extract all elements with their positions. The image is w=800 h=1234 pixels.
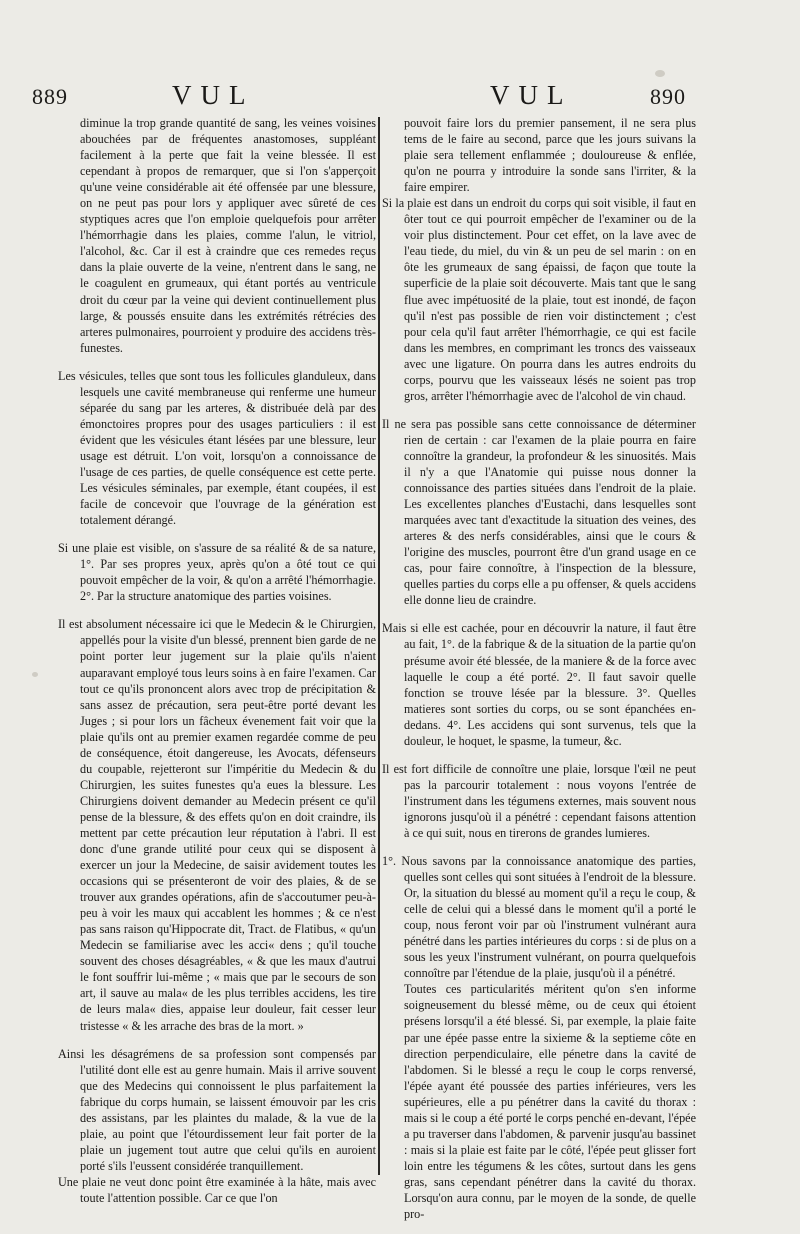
left-column <box>58 115 376 1218</box>
paragraph: Il ne sera pas possible sans cette connoissance de déterminer rien de certain : car l'examen de la plaie pourra en faire connoître la grandeur, la profondeur & les sinuosités. Mais il n'y a que l'Anatomie qui puisse nous donner la connoissance des parties situées dans l'endroit de la plaie. Les excellentes planches d'Eustachi, dans lesquelles sont marquées avec tant d'exactitude la situation des veines, des arteres & des nerfs considérables, ainsi que le cours & l'origine des muscles, pourront être d'un grand usage en ce cas, pour faire connoître, à l'inspection de la blessure, quelles parties du corps elle a pu offenser, & quels accidens elle donne lieu de craindre. <box>382 416 696 608</box>
page-header <box>0 80 800 116</box>
paragraph: Il est fort difficile de connoître une plaie, lorsque l'œil ne peut pas la parcourir totalement : nous voyons l'entrée de l'instrument dans les tégumens externes, mais souvent nous ignorons jusqu'où il a pénétré : cependant faisons attention à ce qui suit, nous en tirerons de grandes lumieres. <box>382 761 696 840</box>
paragraph: Ainsi les désagrémens de sa profession sont compensés par l'utilité dont elle est au genre humain. Mais il arrive souvent que des Medecins qui connoissent le plus parfaitement la fabrique du corps humain, se laissent émouvoir par les cris des assistans, par les plaintes du malade, & la vue de la plaie, au point que l'étourdissement leur fait porter de la plaie un jugement tout autre que celui qu'ils en auroient porté s'ils l'eussent considérée tranquillement. <box>58 1046 376 1173</box>
paragraph: Mais si elle est cachée, pour en découvrir la nature, il faut être au fait, 1°. de la fabrique & de la situation de la partie qu'on présume avoir été blessée, de la maniere & de la force avec laquelle le coup a été porté. 2°. Il faut savoir quelle fonction se trouve lésée par la blessure. 3°. Quelles matieres sont sorties du corps, ou se sont épanchées en-dedans. 4°. Les accidens qui sont survenus, tels que la douleur, le hoquet, le spasme, la tumeur, &c. <box>382 621 696 748</box>
paper-spot <box>655 70 665 77</box>
paragraph: Il est absolument nécessaire ici que le Medecin & le Chirurgien, appellés pour la visite d'un blessé, prennent bien garde de ne point porter leur jugement sur la plaie qu'ils n'aient auparavant employé tous leurs soins à en faire l'examen. Car tout ce qu'ils prononcent alors avec trop de précipitation & sans assez de précaution, sera peut-être porté devant les Juges ; si pour lors un fâcheux évenement fait voir que la plaie qu'ils ont au premier examen regardée comme de peu de conséquence, étoit dangereuse, les Avocats, défenseurs du coupable, rejetteront sur l'impéritie du Medecin & du Chirurgien, les suites funestes qu'a eues la blessure. Les Chirurgiens doivent demander au Medecin présent ce qu'il pense de la blessure, & des effets qu'on en doit craindre, ils mettent par cette précaution leur réputation à l'abri. Il est donc d'une grande utilité pour ceux qui se disposent à exercer un jour la Medecine, de saisir avidement toutes les occasions qui se présenteront de voir des plaies, & de se trouver aux grandes opérations, afin de s'accoutumer peu-à-peu à voir les maux qui accablent les hommes ; & ce n'est pas sans raison qu'Hippocrate dit, Tract. de Flatibus, « qu'un Medecin se familiarise avec les acci« dens ; qu'il touche souvent des choses désagréables, « & que les maux d'autrui le font souffrir lui-même ; « mais que par le secours de son art, il sauve au mala« de les plus terribles accidens, les tire de leurs mala« dies, appaise leur douleur, fait cesser leur tristesse « & les arrache des bras de la mort. » <box>58 617 376 1033</box>
paragraph: Si une plaie est visible, on s'assure de sa réalité & de sa nature, 1°. Par ses propres yeux, après qu'on a ôté tout ce qui pouvoit empêcher de la voir, & qu'on a arrêté l'hémorrhagie. 2°. Par la structure anatomique des parties voisines. <box>58 541 376 604</box>
paragraph: Toutes ces particularités méritent qu'on s'en informe soigneusement du blessé même, ou de ceux qui étoient présens lorsqu'il a été blessé. Si, par exemple, la plaie faite par une épée passe entre la sixieme & la septieme côte en direction perpendiculaire, elle pénetre dans la cavité de l'abdomen. Si le blessé a reçu le coup le corps renversé, l'épée ayant été poussée des parties inférieures, vers les supérieures, elle a pu pénétrer dans la cavité du thorax : mais si le coup a été porté le corps penché en-devant, l'épée a pu traverser dans l'abdomen, & parvenir jusqu'au bassinet : mais si la plaie est faite par le côté, l'épée peut glisser fort loin entre les tégumens & les côtes, surtout dans les gens gras, sans cependant pénétrer dans la cavité du thorax. Lorsqu'on aura connu, par le moyen de la sonde, de quelle pro- <box>404 982 696 1222</box>
paper-spot <box>32 672 38 677</box>
paragraph: Une plaie ne veut donc point être examinée à la hâte, mais avec toute l'attention possible. Car ce que l'on <box>58 1174 376 1205</box>
column-divider <box>378 117 380 1175</box>
left-page-number: 889 <box>32 84 68 109</box>
paragraph: Si la plaie est dans un endroit du corps qui soit visible, il faut en ôter tout ce qui pourroit empêcher de l'examiner ou de la voir plus distinctement. Pour cet effet, on la lave avec de l'eau tiede, du miel, du vin & un peu de sel marin : on en ôte les grumeaux de sang épaissi, de façon que toute la superficie de la plaie soit découverte. Mais tant que le sang flue avec impétuosité de la plaie, tout est inondé, de façon qu'il n'est pas possible de rien voir distinctement ; c'est pour cela qu'il faut arrêter l'hémorrhagie, ce qui est facile dans les membres, en comprimant les troncs des vaisseaux avec une ligature. On pourra dans les autres endroits du corps, pourvu que les vaisseaux lésés ne soient pas trop gros, arrêter l'hémorrhagie avec de l'alcohol de vin chaud. <box>382 196 696 403</box>
paragraph: diminue la trop grande quantité de sang, les veines voisines abouchées par de fréquentes anastomoses, suppléant facilement à la perte que fait la veine blessée. Il est cependant à propos de remarquer, que si l'on s'apperçoit qu'une veine considérable ait été offensée par une blessure, on ne peut pas pour lors y appliquer avec sûreté de ces styptiques acres que l'on emploie quelquefois pour arrêter l'hémorrhagie dans les plaies, comme l'alun, le vitriol, l'alcohol, &c. Car il est à craindre que ces remedes reçus dans la plaie ouverte de la veine, n'entrent dans le sang, ne le coagulent en grumeaux, qui étant portés au ventricule droit du cœur par la veine qui devient continuellement plus large, & poussés ensuite dans les extrémités rétrécies des arteres pulmonaires, pourroient y produire des accidens très-funestes. <box>80 116 376 355</box>
paragraph: 1°. Nous savons par la connoissance anatomique des parties, quelles sont celles qui sont situées à l'endroit de la blessure. Or, la situation du blessé au moment qu'il a reçu le coup, & celle de celui qui a blessé dans le moment qu'il a porté le coup, nous feront voir par où l'instrument vulnérant aura pénétré dans les parties intérieures du corps : si de plus on a sous les yeux l'instrument vulnérant, on pourra quelquefois connoître par l'étendue de la plaie, jusqu'où il a pénétré. <box>382 854 696 981</box>
right-column <box>382 115 696 1234</box>
left-running-head: VUL <box>172 80 255 110</box>
paragraph: pouvoit faire lors du premier pansement, il ne sera plus tems de le faire au second, parce que les jours suivans la plaie sera tellement enflammée ; douloureuse & enflée, qu'on ne pourra y introduire la sonde sans l'irriter, & la faire empirer. <box>404 116 696 195</box>
paragraph: Les vésicules, telles que sont tous les follicules glanduleux, dans lesquels une cavité membraneuse qui renferme une humeur séparée du sang par les arteres, & distribuée delà par des émonctoires propres pour des usages particuliers : il est évident que les vésicules étant lésées par une blessure, leur usage est détruit. L'on voit, lorsqu'on a connoissance de l'usage de ces parties, de quelle conséquence est cette perte. Les vésicules séminales, par exemple, étant coupées, il est facile de concevoir que l'ouvrage de la génération est totalement dérangé. <box>58 368 376 528</box>
right-running-head: VUL <box>490 80 573 110</box>
right-page-number: 890 <box>650 84 686 109</box>
